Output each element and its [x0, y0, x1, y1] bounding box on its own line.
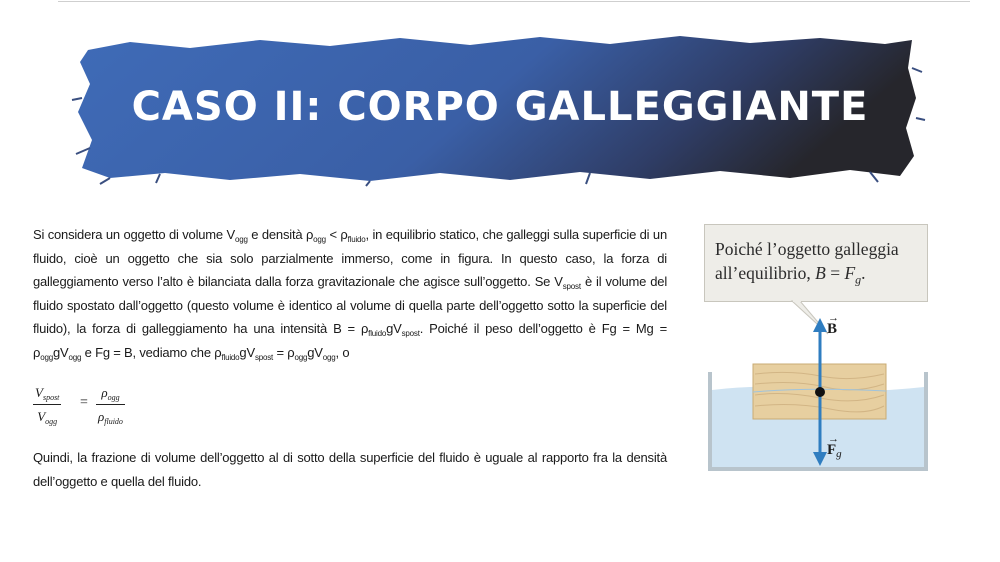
density-ratio: $\rho_{ogg}$ $\rho_{fluido}$ — [98, 385, 123, 426]
callout-pointer-join — [793, 300, 801, 302]
title-banner — [70, 28, 930, 188]
top-rule — [58, 1, 970, 2]
center-point — [815, 387, 825, 397]
buoyancy-diagram — [700, 224, 936, 474]
equals-sign: = — [80, 395, 88, 410]
label-buoyant-force: → B — [827, 312, 839, 337]
floating-object-figure — [700, 224, 936, 474]
callout-text: Poiché l’oggetto galleggia all’equilibrio, $B = F_g$. — [715, 239, 899, 287]
conclusion-paragraph: Quindi, la frazione di volume dell’oggetto al di sotto della superficie del fluido è uguale al rapporto fra la densità dell’oggetto e quella del fluido. — [33, 450, 667, 489]
slide-title: CASO II: CORPO GALLEGGIANTE — [131, 84, 869, 130]
volume-ratio: $V_{spost}$ $V_{ogg}$ — [35, 385, 60, 426]
label-gravity-force: → $F_g$ — [827, 433, 842, 460]
body-paragraph: Si considera un oggetto di volume $V_{ogg}$ e densità $\rho_{ogg} < \rho_{fluido}$, in equilibrio statico, che galleggi sulla superficie di un fluido, cioè un oggetto che sia solo parzialmente immerso, come in figura. In questo caso, la forza di galleggiamento verso l’alto è bilanciata dalla forza gravitazionale che agisce sull’oggetto. Se $V_{spost}$ è il volume del fluido spostato dall’oggetto (questo volume è identico al volume di quella parte dell’oggetto sotto la superficie del fluido), la forza di galleggiamento ha una intensità $B = \rho_{fluido}gV_{spost}$. Poiché il peso dell’oggetto è $Fg = Mg = \rho_{ogg}gV_{ogg}$ e Fg = B, vediamo che $\rho_{fluido}gV_{spost} = \rho_{ogg}gV_{ogg}$, o — [33, 227, 668, 362]
